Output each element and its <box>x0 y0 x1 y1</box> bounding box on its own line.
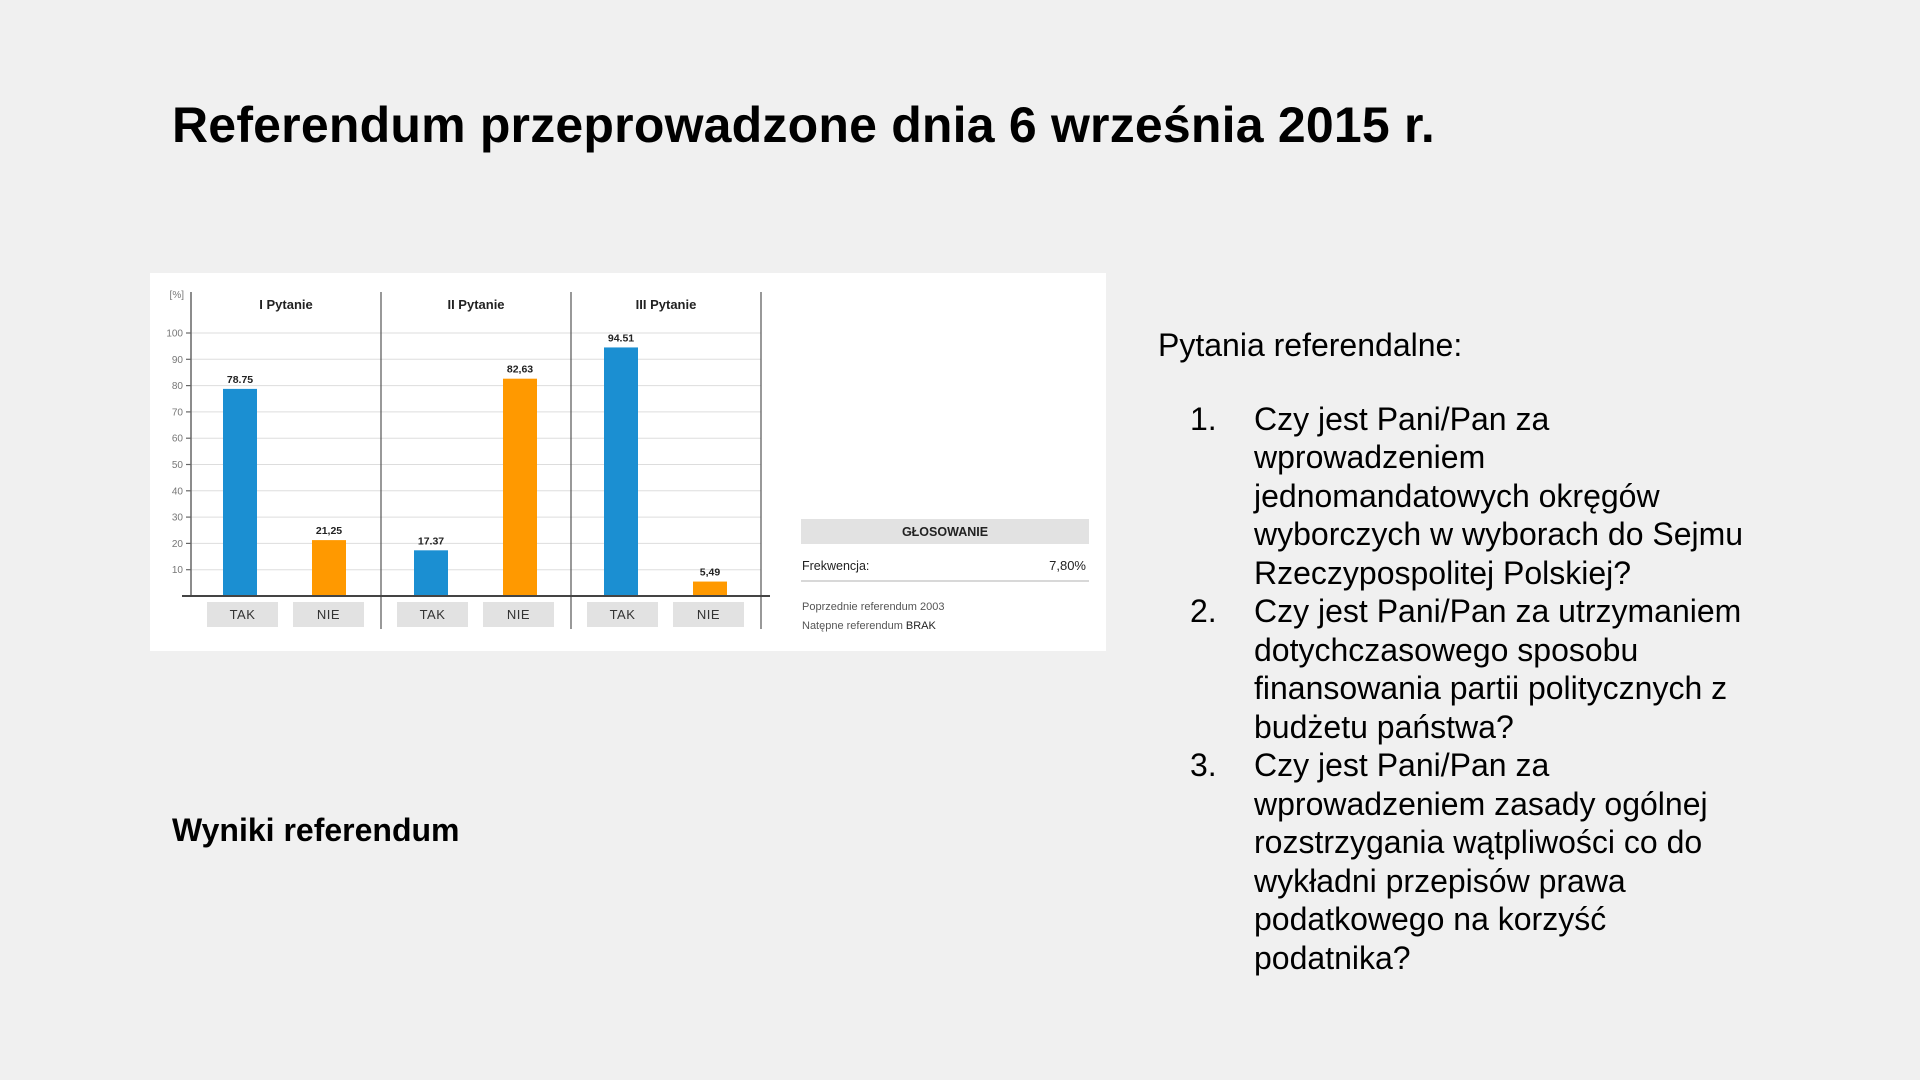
bar-tak <box>414 550 448 596</box>
category-label: NIE <box>316 607 341 622</box>
bar-nie <box>503 379 537 596</box>
referendum-results-chart <box>150 273 1106 651</box>
bar-chart <box>150 273 1106 651</box>
turnout-label: Frekwencja: <box>802 559 870 573</box>
bar-value-label: 17.37 <box>417 535 445 548</box>
question-number: 2. <box>1190 593 1217 629</box>
next-referendum <box>802 620 937 632</box>
bar-value-label: 94.51 <box>607 332 635 345</box>
group-title-3: III Pytanie <box>635 297 697 312</box>
category-labels <box>207 602 744 627</box>
next-referendum-value: BRAK <box>905 620 936 632</box>
category-label: NIE <box>506 607 531 622</box>
bar-tak <box>604 347 638 596</box>
questions-list <box>1158 400 1858 978</box>
y-tick-label: 30 <box>171 512 183 524</box>
next-referendum-prefix: Natępne referendum <box>802 620 903 632</box>
y-tick-label: 20 <box>171 538 183 550</box>
y-tick-label: 40 <box>171 486 183 498</box>
referendum-questions <box>1158 326 1858 977</box>
question-text-line: Czy jest Pani/Pan za utrzymaniem <box>1254 593 1742 629</box>
question-text-line: dotychczasowego sposobu <box>1254 631 1639 668</box>
question-text-line: Czy jest Pani/Pan za <box>1254 747 1550 783</box>
question-item <box>1158 592 1764 746</box>
chart-gridlines <box>191 333 761 570</box>
chart-caption: Wyniki referendum <box>172 812 460 848</box>
question-text-line: budżetu państwa? <box>1254 708 1514 745</box>
bar-nie <box>693 582 727 596</box>
question-text-line: wprowadzeniem zasady ogólnej <box>1254 785 1708 822</box>
question-text-line: podatnika? <box>1254 939 1411 976</box>
question-item <box>1158 400 1764 593</box>
question-text-line: jednomandatowych okręgów <box>1254 477 1660 514</box>
question-text-line: wprowadzeniem <box>1254 439 1486 475</box>
question-text-line: Czy jest Pani/Pan za <box>1254 400 1550 437</box>
y-tick-label: 50 <box>171 460 183 471</box>
turnout-value: 7,80% <box>1049 558 1086 573</box>
question-number: 1. <box>1190 400 1217 437</box>
question-item <box>1158 746 1764 977</box>
bar-value-label: 82,63 <box>506 363 534 376</box>
group-title-1: I Pytanie <box>259 297 313 312</box>
y-tick-label: 70 <box>171 407 183 419</box>
question-text-line: Rzeczypospolitej Polskiej? <box>1254 554 1632 591</box>
y-tick-label: 100 <box>166 328 183 340</box>
voting-panel <box>801 519 1089 632</box>
questions-heading: Pytania referendalne: <box>1158 327 1463 363</box>
bar-nie <box>312 540 346 596</box>
category-label: TAK <box>419 607 446 622</box>
y-tick-label: 80 <box>171 381 183 393</box>
question-text-line: wyborczych w wyborach do Sejmu <box>1254 516 1744 552</box>
bar-tak <box>223 389 257 596</box>
category-label: TAK <box>609 607 636 622</box>
y-tick-label: 60 <box>171 433 183 445</box>
question-text-line: rozstrzygania wątpliwości co do <box>1254 824 1703 860</box>
y-tick-label: 10 <box>171 565 183 577</box>
bar-value-label: 21,25 <box>315 525 343 538</box>
previous-referendum: Poprzednie referendum 2003 <box>802 601 945 613</box>
bar-value-label: 5,49 <box>699 566 721 579</box>
y-axis-unit-label: [%] <box>169 290 184 301</box>
question-text-line: wykładni przepisów prawa <box>1254 862 1626 899</box>
category-label: NIE <box>696 607 721 622</box>
slide-title: Referendum przeprowadzone dnia 6 września 2015 r. <box>172 97 1435 153</box>
question-text-line: finansowania partii politycznych z <box>1254 670 1728 706</box>
question-number: 3. <box>1190 747 1217 783</box>
group-title-2: II Pytanie <box>447 297 505 312</box>
category-label: TAK <box>229 607 256 622</box>
voting-panel-header: GŁOSOWANIE <box>901 525 989 539</box>
question-text-line: podatkowego na korzyść <box>1254 901 1607 937</box>
y-tick-label: 90 <box>171 354 183 366</box>
y-axis-ticks <box>166 329 191 577</box>
bar-value-label: 78.75 <box>226 373 254 386</box>
